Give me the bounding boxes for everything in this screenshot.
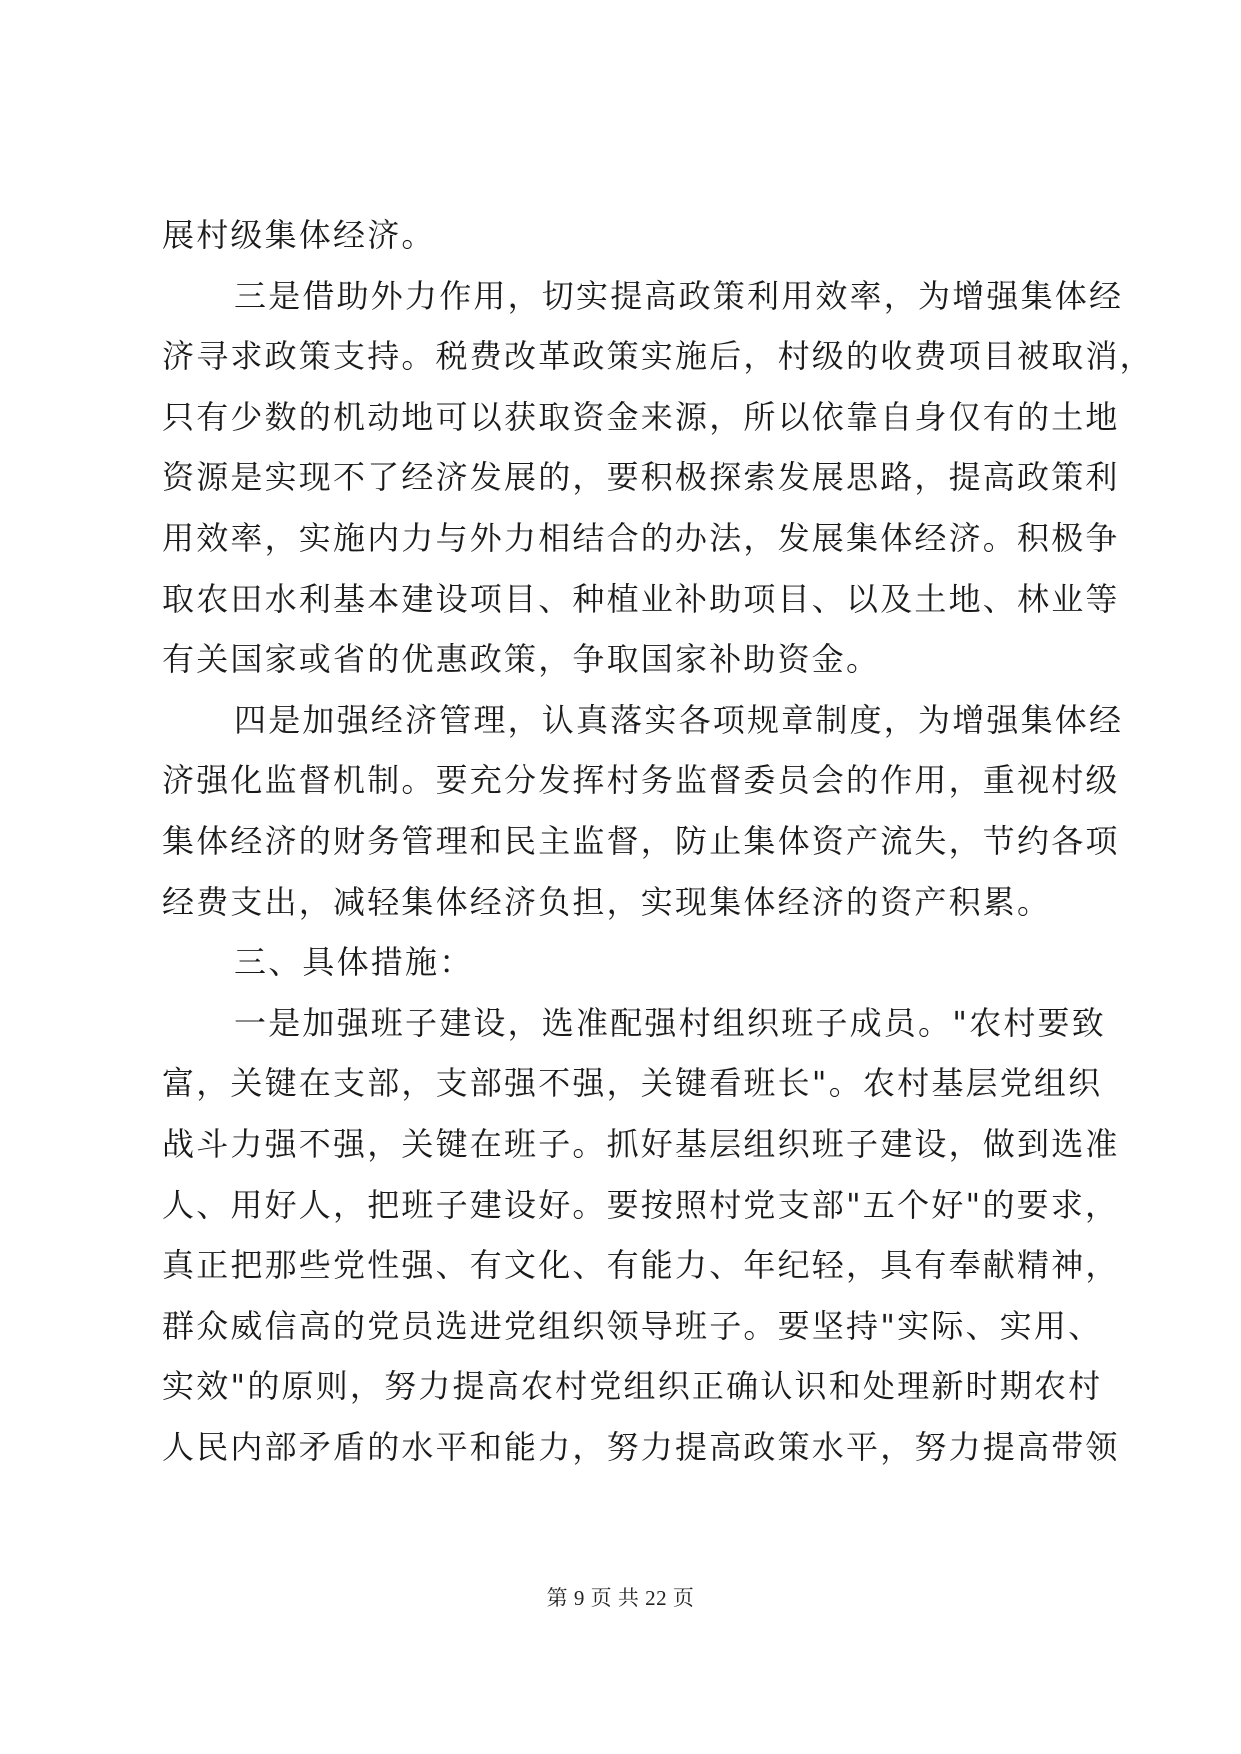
text-line: 济强化监督机制。要充分发挥村务监督委员会的作用，重视村级 xyxy=(162,761,1120,800)
text-line: 真正把那些党性强、有文化、有能力、年纪轻，具有奉献精神， xyxy=(162,1246,1120,1285)
text-line: 用效率，实施内力与外力相结合的办法，发展集体经济。积极争 xyxy=(162,518,1120,557)
text-line: 四是加强经济管理，认真落实各项规章制度，为增强集体经 xyxy=(234,700,1124,739)
text-line: 有关国家或省的优惠政策，争取国家补助资金。 xyxy=(162,640,881,679)
text-line: 展村级集体经济。 xyxy=(162,216,436,254)
text-line: 济寻求政策支持。税费改革政策实施后，村级的收费项目被取消， xyxy=(162,337,1154,376)
text-line: 一是加强班子建设，选准配强村组织班子成员。"农村要致 xyxy=(234,1003,1106,1042)
text-line: 富，关键在支部，支部强不强，关键看班长"。农村基层党组织 xyxy=(162,1064,1103,1103)
text-line: 取农田水利基本建设项目、种植业补助项目、以及土地、林业等 xyxy=(162,579,1120,618)
text-line: 经费支出，减轻集体经济负担，实现集体经济的资产积累。 xyxy=(162,882,1052,921)
body-text xyxy=(162,205,1154,1477)
page-number-footer: 第 9 页 共 22 页 xyxy=(546,1586,695,1610)
text-line: 只有少数的机动地可以获取资金来源，所以依靠自身仅有的土地 xyxy=(162,397,1120,436)
text-line: 人、用好人，把班子建设好。要按照村党支部"五个好"的要求， xyxy=(162,1185,1120,1224)
text-line: 资源是实现不了经济发展的，要积极探索发展思路，提高政策利 xyxy=(162,458,1120,497)
text-line: 三是借助外力作用，切实提高政策利用效率，为增强集体经 xyxy=(234,276,1124,315)
text-line: 战斗力强不强，关键在班子。抓好基层组织班子建设，做到选准 xyxy=(162,1124,1120,1163)
section-heading: 三、具体措施： xyxy=(234,943,474,982)
text-line: 群众威信高的党员选进党组织领导班子。要坚持"实际、实用、 xyxy=(162,1306,1103,1345)
text-line: 人民内部矛盾的水平和能力，努力提高政策水平，努力提高带领 xyxy=(162,1427,1120,1466)
text-line: 实效"的原则，努力提高农村党组织正确认识和处理新时期农村 xyxy=(162,1367,1103,1406)
text-line: 集体经济的财务管理和民主监督，防止集体资产流失，节约各项 xyxy=(162,821,1120,860)
